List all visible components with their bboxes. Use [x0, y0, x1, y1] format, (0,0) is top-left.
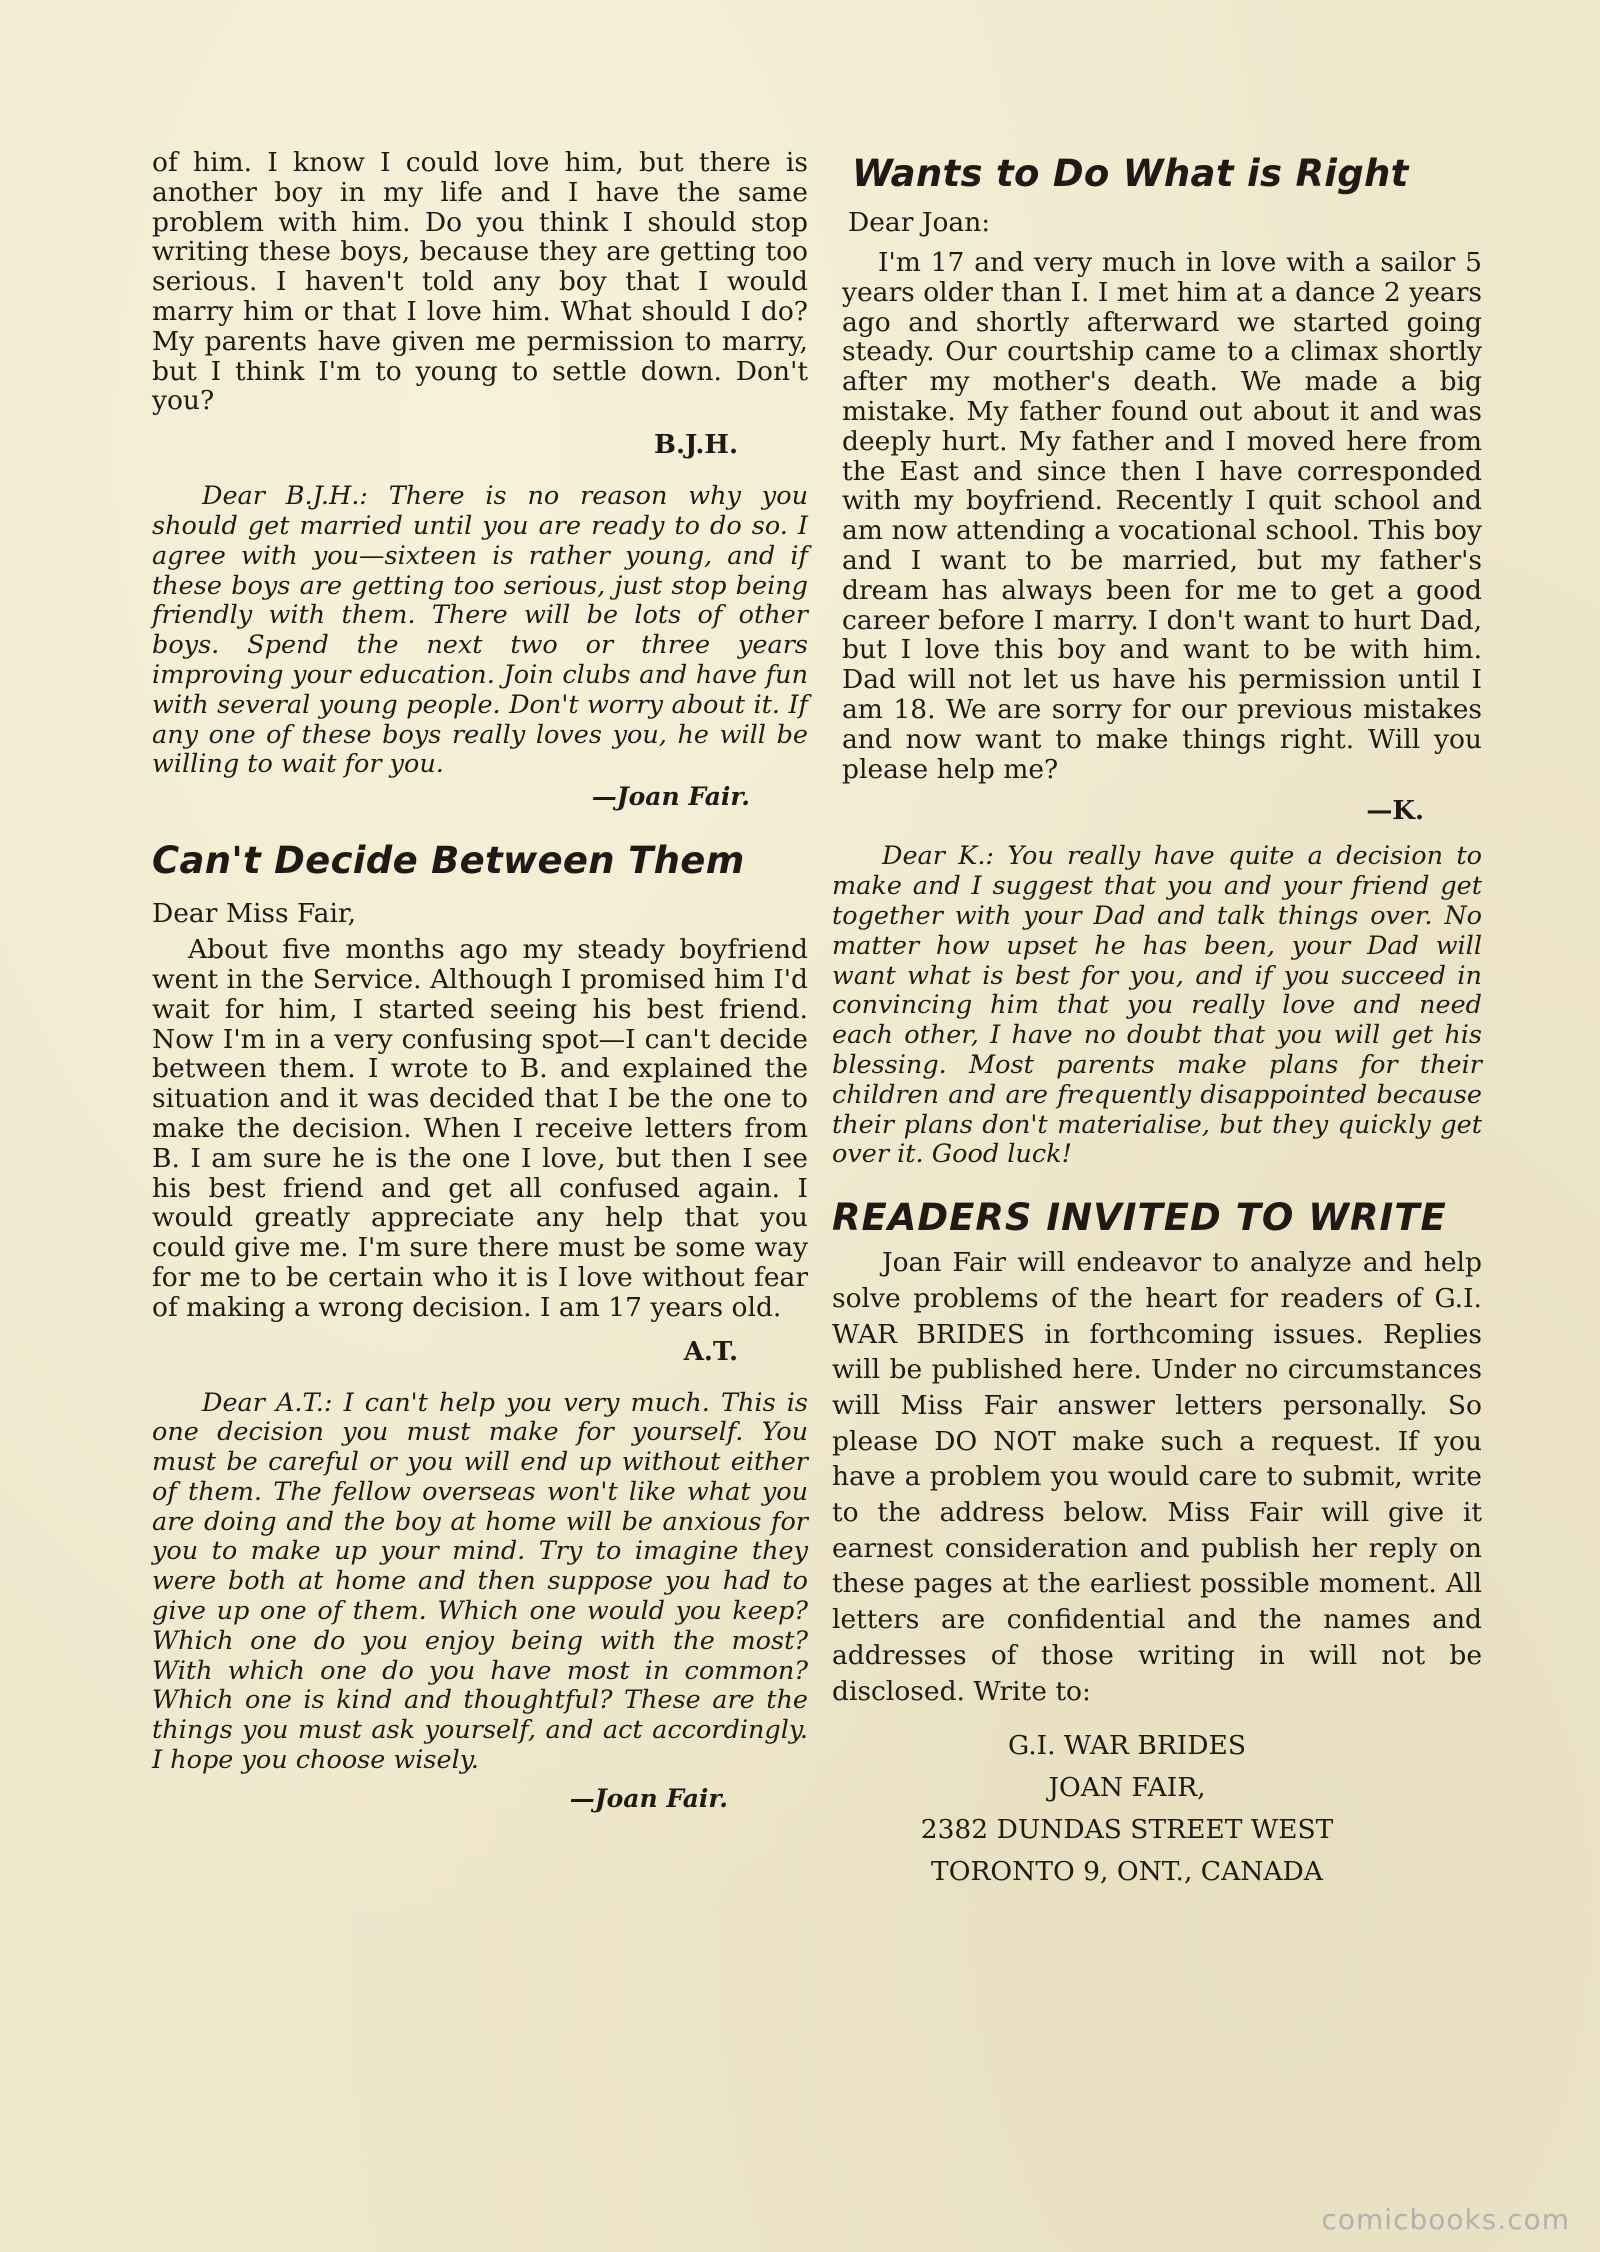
invitation-text: Joan Fair will endeavor to analyze and help solve problems of the heart for readers of G.I. WAR BRIDES in forthcoming issues. Replies will be published here. Under no circumstances will Miss Fair answer letters personally. So please DO NOT make such a request. If you have a problem you would care to submit, write to the address below. Miss Fair will give it earnest consideration and publish her reply on these pages at the earliest possible moment. All letters are confidential and the names and addresses of those writing in will not be disclosed. Write to: — [832, 1247, 1482, 1707]
address-line: G.I. WAR BRIDES — [1007, 1730, 1247, 1762]
answer-bjh-signature: —Joan Fair. — [591, 782, 750, 812]
address-line: JOAN FAIR, — [1048, 1772, 1206, 1804]
letter-at-text: About five months ago my steady boyfriend went in the Service. Although I promised him I'd wait for him, I started seeing his best friend. Now I'm in a very confusing spot—I can't decide between them. I wrote to B. and explained the situation and it was decided that I be the one to make the decision. When I receive letters from B. I am sure he is the one I love, but then I see his best friend and get all confused again. I would greatly appreciate any help that you could give me. I'm sure there must be some way for me to be certain who it is I love without fear of making a wrong decision. I am 17 years old. — [152, 934, 808, 1323]
answer-bjh-text: Dear B.J.H.: There is no reason why you should get married until you are ready to do so. I agree with you—sixteen is rather young, and if these boys are getting too serious, just stop being friendly with them. There will be lots of other boys. Spend the next two or three years improving your education. Join clubs and have fun with several young people. Don't worry about it. If any one of these boys really loves you, he will be willing to wait for you. — [152, 481, 808, 780]
letter-k-signature: —K. — [1366, 796, 1424, 827]
heading-cant-decide: Can't Decide Between Them — [152, 839, 745, 883]
left-column — [152, 148, 808, 1813]
letter-at-signature: A.T. — [683, 1336, 738, 1367]
watermark: comicbooks.com — [1321, 2203, 1570, 2236]
answer-at-signature: —Joan Fair. — [569, 1783, 728, 1813]
letter-bjh-text: of him. I know I could love him, but there is another boy in my life and I have the same problem with him. Do you think I should stop writing these boys, because they are getting too serious. I haven't told any boy that I would marry him or that I love him. What should I do? My parents have given me permission to marry, but I think I'm to young to settle down. Don't you? — [152, 147, 808, 417]
right-column — [832, 148, 1482, 1893]
mailing-address — [832, 1725, 1482, 1893]
letter-bjh-signature: B.J.H. — [654, 430, 738, 461]
heading-readers-invited: READERS INVITED TO WRITE — [832, 1196, 1447, 1240]
letter-k-text: I'm 17 and very much in love with a sailor 5 years older than I. I met him at a dance 2 years ago and shortly afterward we started going steady. Our courtship came to a climax shortly after my mother's death. We made a big mistake. My father found out about it and was deeply hurt. My father and I moved here from the East and since then I have corresponded with my boyfriend. Recently I quit school and am now attending a vocational school. This boy and I want to be married, but my father's dream has always been for me to get a good career before I marry. I don't want to hurt Dad, but I love this boy and want to be with him. Dad will not let us have his permission until I am 18. We are sorry for our previous mistakes and now want to make things right. Will you please help me? — [842, 247, 1482, 785]
answer-at-text: Dear A.T.: I can't help you very much. This is one decision you must make for yourself. You must be careful or you will end up without either of them. The fellow overseas won't like what you are doing and the boy at home will be anxious for you to make up your mind. Try to imagine they were both at home and then suppose you had to give up one of them. Which one would you keep? Which one do you enjoy being with the most? With which one do you have most in common? Which one is kind and thoughtful? These are the things you must ask yourself, and act accordingly. I hope you choose wisely. — [152, 1387, 808, 1776]
address-line: TORONTO 9, ONT., CANADA — [931, 1856, 1323, 1888]
heading-wants-right: Wants to Do What is Right — [852, 152, 1409, 195]
salutation-miss-fair: Dear Miss Fair, — [152, 898, 357, 930]
address-line: 2382 DUNDAS STREET WEST — [920, 1814, 1334, 1846]
answer-k-text: Dear K.: You really have quite a decision to make and I suggest that you and your friend get together with your Dad and talk things over. No matter how upset he has been, your Dad will want what is best for you, and if you succeed in convincing him that you really love and need each other, I have no doubt that you will get his blessing. Most parents make plans for their children and are frequently disappointed because their plans don't materialise, but they quickly get over it. Good luck! — [832, 841, 1482, 1170]
salutation-dear-joan: Dear Joan: — [848, 207, 991, 238]
